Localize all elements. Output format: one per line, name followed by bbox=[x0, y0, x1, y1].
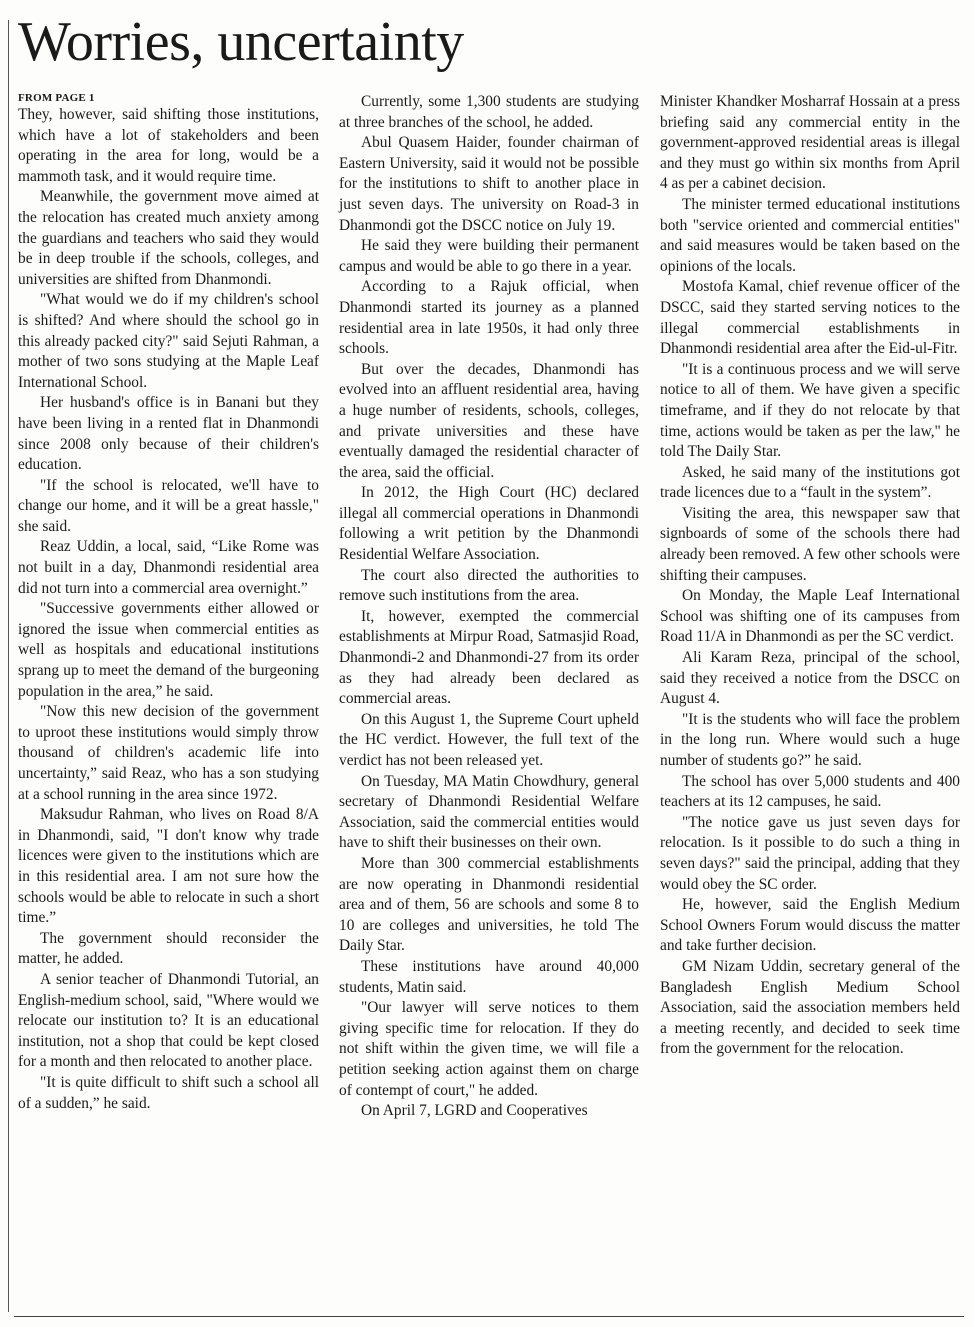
paragraph: "It is a continuous process and we will serve notice to all of them. We have given a specific timeframe, and if they do not relocate by that time, actions would be taken as per the law," he told The Daily Star. bbox=[660, 360, 960, 461]
paragraph: The government should reconsider the matter, he added. bbox=[18, 929, 319, 968]
paragraph: Mostofa Kamal, chief revenue officer of the DSCC, said they started serving notices to the illegal commercial establishments in Dhanmondi residential area after the Eid-ul-Fitr. bbox=[660, 278, 960, 358]
paragraph: But over the decades, Dhanmondi has evolved into an affluent residential area, having a huge number of residents, schools, colleges, and private universities and these have eventually damaged the residential character of the area, said the official. bbox=[339, 360, 639, 481]
paragraph: "It is quite difficult to shift such a school all of a sudden,” he said. bbox=[18, 1073, 319, 1112]
paragraph: According to a Rajuk official, when Dhanmondi started its journey as a planned residential area in late 1950s, it had only three schools. bbox=[339, 278, 639, 358]
paragraph: GM Nizam Uddin, secretary general of the Bangladesh English Medium School Association, said the association members held a meeting recently, and decided to seek time from the government for the relocation. bbox=[660, 957, 960, 1058]
paragraph: Asked, he said many of the institutions got trade licences due to a “fault in the system”. bbox=[660, 463, 960, 502]
paragraph: More than 300 commercial establishments are now operating in Dhanmondi residential area and of them, 56 are schools and some 8 to 10 are colleges and universities, he told The Daily Star. bbox=[339, 854, 639, 955]
article-column-3 bbox=[660, 92, 960, 1060]
paragraph: Currently, some 1,300 students are studying at three branches of the school, he added. bbox=[339, 93, 639, 131]
paragraph: He said they were building their permanent campus and would be able to go there in a year. bbox=[339, 237, 639, 275]
paragraph: A senior teacher of Dhanmondi Tutorial, an English-medium school, said, "Where would we relocate our institution to? It is an educational institution, not a shop that could be kept closed for a month and then relocated to another place. bbox=[18, 970, 319, 1071]
paragraph: Meanwhile, the government move aimed at the relocation has created much anxiety among the guardians and teachers who said they would be in deep trouble if the schools, colleges, and universities are shifted from Dhanmondi. bbox=[18, 188, 319, 288]
paragraph: He, however, said the English Medium School Owners Forum would discuss the matter and take further decision. bbox=[660, 896, 960, 955]
bottom-rule bbox=[14, 1316, 964, 1317]
headline: Worries, uncertainty bbox=[18, 11, 464, 73]
paragraph: "It is the students who will face the problem in the long run. Where would such a huge number of students go?” he said. bbox=[660, 710, 960, 769]
article-column-2 bbox=[339, 92, 639, 1122]
paragraph: On this August 1, the Supreme Court upheld the HC verdict. However, the full text of the verdict has not been released yet. bbox=[339, 710, 639, 769]
paragraph: The minister termed educational institutions both "service oriented and commercial entities" and said measures would be taken based on the opinions of the locals. bbox=[660, 195, 960, 275]
paragraph: "Our lawyer will serve notices to them giving specific time for relocation. If they do not shift within the given time, we will file a petition seeking action against them on charge of contempt of court," he added. bbox=[339, 999, 639, 1099]
paragraph: Reaz Uddin, a local, said, “Like Rome was not built in a day, Dhanmondi residential area did not turn into a commercial area overnight.” bbox=[18, 538, 319, 597]
paragraph: In 2012, the High Court (HC) declared illegal all commercial operations in Dhanmondi following a writ petition by the Dhanmondi Residential Welfare Association. bbox=[339, 484, 639, 564]
continued-from-label: FROM PAGE 1 bbox=[18, 92, 95, 104]
left-column-rule bbox=[8, 20, 9, 1312]
paragraph: They, however, said shifting those institutions, which have a lot of stakeholders and been operating in the area for long, would be a mammoth task, and it would require time. bbox=[18, 106, 319, 185]
paragraph: Visiting the area, this newspaper saw that signboards of some of the schools there had already been removed. A few other schools were shifting their campuses. bbox=[660, 504, 960, 584]
paragraph: Minister Khandker Mosharraf Hossain at a press briefing said any commercial entity in the government-approved residential areas is illegal and they must go within six months from April 4 as per a cabinet decision. bbox=[660, 93, 960, 193]
paragraph: "Now this new decision of the government to uproot these institutions would simply throw thousand of children's academic life into uncertainty,” said Reaz, who has a son studying at a school running in the area since 1972. bbox=[18, 703, 319, 803]
paragraph: The school has over 5,000 students and 400 teachers at its 12 campuses, he said. bbox=[660, 772, 960, 811]
paragraph: "If the school is relocated, we'll have to change our home, and it will be a great hassle," she said. bbox=[18, 476, 319, 535]
paragraph: On Tuesday, MA Matin Chowdhury, general secretary of Dhanmondi Residential Welfare Association, said the commercial entities would have to shift their businesses on their own. bbox=[339, 772, 639, 852]
paragraph: "Successive governments either allowed or ignored the issue when commercial entities as well as hospitals and educational institutions sprang up to meet the demand of the burgeoning population in the area,” he said. bbox=[18, 600, 319, 700]
paragraph: Her husband's office is in Banani but they have been living in a rented flat in Dhanmondi since 2008 only because of their children's education. bbox=[18, 394, 319, 474]
paragraph: On April 7, LGRD and Cooperatives bbox=[361, 1102, 588, 1120]
paragraph: It, however, exempted the commercial establishments at Mirpur Road, Satmasjid Road, Dhanmondi-2 and Dhanmondi-27 from its order as they had already been declared as commercial areas. bbox=[339, 607, 639, 708]
paragraph: These institutions have around 40,000 students, Matin said. bbox=[339, 957, 639, 996]
paragraph: On Monday, the Maple Leaf International School was shifting one of its campuses from Road 11/A in Dhanmondi as per the SC verdict. bbox=[660, 587, 960, 646]
paragraph: "What would we do if my children's school is shifted? And where should the school go in this already packed city?" said Sejuti Rahman, a mother of two sons studying at the Maple Leaf International School. bbox=[18, 291, 319, 391]
paragraph: "The notice gave us just seven days for relocation. Is it possible to do such a thing in seven days?" said the principal, adding that they would obey the SC order. bbox=[660, 813, 960, 893]
paragraph: The court also directed the authorities to remove such institutions from the area. bbox=[339, 566, 639, 605]
article-column-1 bbox=[18, 92, 319, 1114]
paragraph: Ali Karam Reza, principal of the school, said they received a notice from the DSCC on August 4. bbox=[660, 649, 960, 708]
paragraph: Abul Quasem Haider, founder chairman of Eastern University, said it would not be possible for the institutions to shift to another place in just seven days. The university on Road-3 in Dhanmondi got the DSCC notice on July 19. bbox=[339, 134, 639, 234]
paragraph: Maksudur Rahman, who lives on Road 8/A in Dhanmondi, said, "I don't know why trade licences were given to the institutions which are in this residential area. I am not sure how the schools would be able to relocate in such a short time.” bbox=[18, 806, 319, 927]
